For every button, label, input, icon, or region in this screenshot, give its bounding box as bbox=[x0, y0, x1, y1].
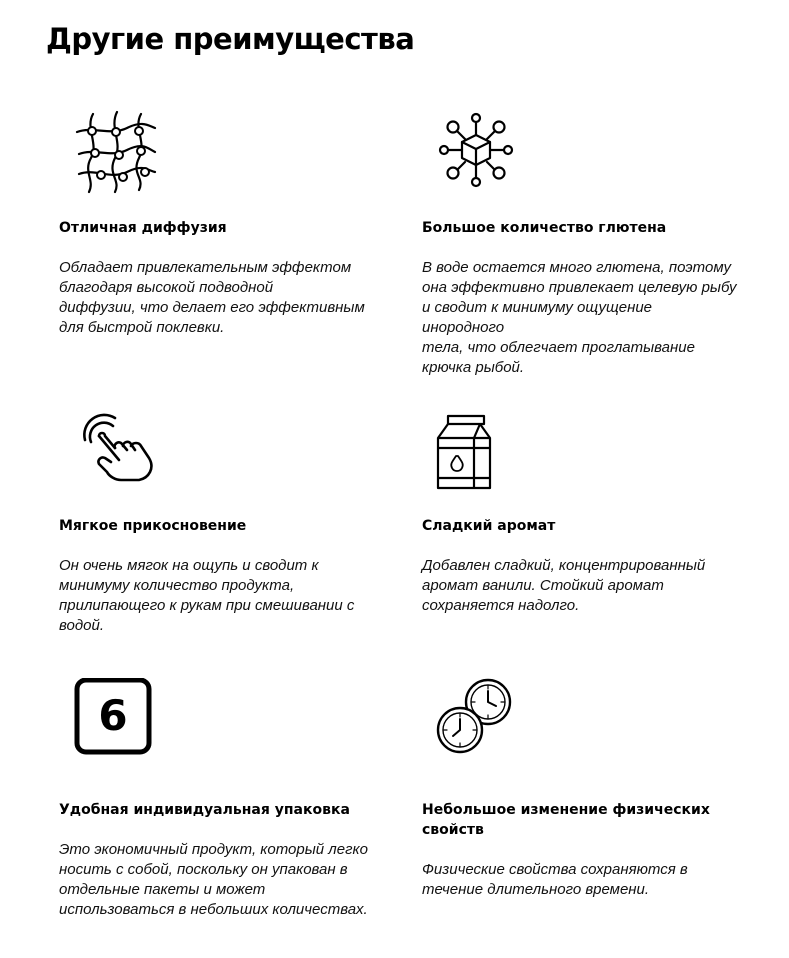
feature-title: Сладкий аромат bbox=[422, 518, 556, 534]
feature-title: Большое количество глютена bbox=[422, 220, 667, 236]
number-six-label: 6 bbox=[98, 691, 128, 740]
number-six-icon bbox=[73, 678, 163, 768]
feature-description: В воде остается много глютена, поэтому она эффективно привлекает целевую рыбу и сводит к минимуму ощущение инородного тела, что облегчает проглатывание крючка рыбой. bbox=[422, 259, 737, 376]
two-clocks-icon bbox=[434, 676, 524, 766]
feature-title: Отличная диффузия bbox=[59, 220, 227, 236]
gluten-network-icon bbox=[432, 108, 522, 198]
feature-description: Он очень мягок на ощупь и сводит к минимуму количество продукта, прилипающего к рукам при смешивании с водой. bbox=[59, 557, 355, 634]
milk-carton-icon bbox=[432, 406, 522, 496]
diffusion-grid-icon bbox=[71, 108, 161, 198]
feature-description: Добавлен сладкий, концентрированный аромат ванили. Стойкий аромат сохраняется надолго. bbox=[422, 557, 706, 614]
touch-hand-icon bbox=[71, 406, 161, 496]
feature-title: Удобная индивидуальная упаковка bbox=[59, 802, 350, 818]
feature-description: Это экономичный продукт, который легко носить с собой, поскольку он упакован в отдельные пакеты и может использоваться в небольших количествах. bbox=[59, 841, 368, 918]
feature-description: Физические свойства сохраняются в течение длительного времени. bbox=[422, 861, 688, 898]
feature-title: Мягкое прикосновение bbox=[59, 518, 247, 534]
feature-description: Обладает привлекательным эффектом благодаря высокой подводной диффузии, что делает его эффективным для быстрой поклевки. bbox=[59, 259, 365, 336]
page-title: Другие преимущества bbox=[46, 22, 415, 56]
feature-title: Небольшое изменение физических свойств bbox=[422, 802, 710, 838]
